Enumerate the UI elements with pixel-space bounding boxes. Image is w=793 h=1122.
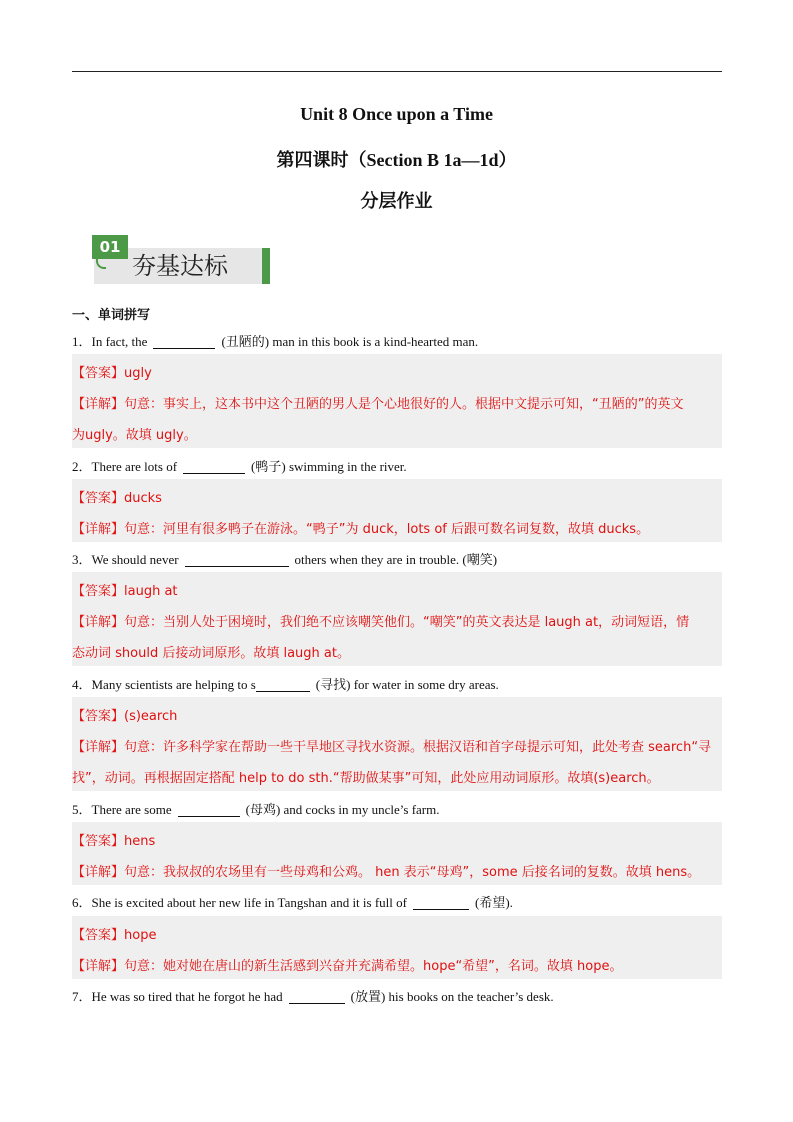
question-7 — [72, 986, 554, 1005]
question-text: 2．There are lots of — [72, 459, 178, 474]
question-4 — [72, 674, 499, 693]
answer-line: 【答案】hope — [72, 928, 157, 943]
page-title: Unit 8 Once upon a Time — [300, 104, 493, 124]
detail-line: 【详解】句意：许多科学家在帮助一些干旱地区寻找水资源。根据汉语和首字母提示可知，此处考查 search“寻 — [72, 740, 712, 755]
answer-blank — [413, 895, 469, 910]
question-6 — [72, 892, 513, 911]
detail-line: 【详解】句意：河里有很多鸭子在游泳。“鸭子”为 duck，lots of 后跟可数名词复数，故填 ducks。 — [72, 522, 650, 537]
section-heading: 一、单词拼写 — [72, 308, 151, 323]
section-badge — [84, 232, 272, 288]
answer-box-3 — [72, 572, 722, 666]
question-text: 4．Many scientists are helping to s — [72, 677, 256, 692]
detail-line: 找”，动词。再根据固定搭配 help to do sth.“帮助做某事”可知，此处应用动词原形。故填(s)earch。 — [72, 771, 660, 786]
detail-line: 态动词 should 后接动词原形。故填 laugh at。 — [72, 646, 350, 661]
badge-accent — [262, 248, 270, 284]
question-text: (希望). — [474, 895, 513, 910]
detail-line: 为ugly。故填 ugly。 — [72, 428, 197, 443]
badge-label: 夯基达标 — [132, 252, 228, 280]
answer-blank — [178, 802, 240, 817]
question-text: (鸭子) swimming in the river. — [251, 459, 407, 474]
answer-box-6 — [72, 916, 722, 979]
answer-box-4 — [72, 697, 722, 791]
answer-line: 【答案】hens — [72, 834, 156, 849]
answer-line: 【答案】ugly — [72, 366, 152, 381]
question-text: 6．She is excited about her new life in Tangshan and it is full of — [72, 895, 407, 910]
answer-blank — [289, 989, 345, 1004]
answer-blank — [183, 459, 245, 474]
answer-line: 【答案】(s)earch — [72, 709, 178, 724]
question-text: (放置) his books on the teacher’s desk. — [350, 989, 554, 1004]
question-text: 7．He was so tired that he forgot he had — [72, 989, 283, 1004]
answer-blank — [256, 677, 310, 692]
detail-line: 【详解】句意：我叔叔的农场里有一些母鸡和公鸡。 hen 表示“母鸡”，some 后接名词的复数。故填 hens。 — [72, 865, 701, 880]
answer-blank — [185, 552, 289, 567]
answer-blank — [153, 334, 215, 349]
question-text: 1．In fact, the — [72, 334, 148, 349]
question-5 — [72, 799, 440, 818]
detail-line: 【详解】句意：当别人处于困境时，我们绝不应该嘲笑他们。“嘲笑”的英文表达是 laugh at，动词短语，情 — [72, 615, 690, 630]
answer-line: 【答案】laugh at — [72, 584, 178, 599]
question-text: 5．There are some — [72, 802, 172, 817]
question-text: 3．We should never — [72, 552, 179, 567]
question-2 — [72, 456, 407, 475]
detail-line: 【详解】句意：事实上，这本书中这个丑陋的男人是个心地很好的人。根据中文提示可知，“丑陋的”的英文 — [72, 397, 684, 412]
question-text: (母鸡) and cocks in my uncle’s farm. — [245, 802, 440, 817]
answer-box-5 — [72, 822, 722, 885]
answer-box-2 — [72, 479, 722, 542]
detail-line: 【详解】句意：她对她在唐山的新生活感到兴奋并充满希望。hope“希望”，名词。故填 hope。 — [72, 959, 623, 974]
header-rule — [72, 71, 722, 72]
question-text: (丑陋的) man in this book is a kind-hearted man. — [221, 334, 479, 349]
badge-number: 01 — [92, 235, 128, 259]
question-text: (寻找) for water in some dry areas. — [315, 677, 499, 692]
lesson-subtitle: 第四课时（Section B 1a—1d） — [276, 150, 517, 170]
question-1 — [72, 331, 478, 350]
homework-heading: 分层作业 — [360, 191, 433, 212]
answer-box-1 — [72, 354, 722, 448]
answer-line: 【答案】ducks — [72, 491, 162, 506]
question-3 — [72, 549, 497, 568]
question-text: others when they are in trouble. (嘲笑) — [294, 552, 498, 567]
